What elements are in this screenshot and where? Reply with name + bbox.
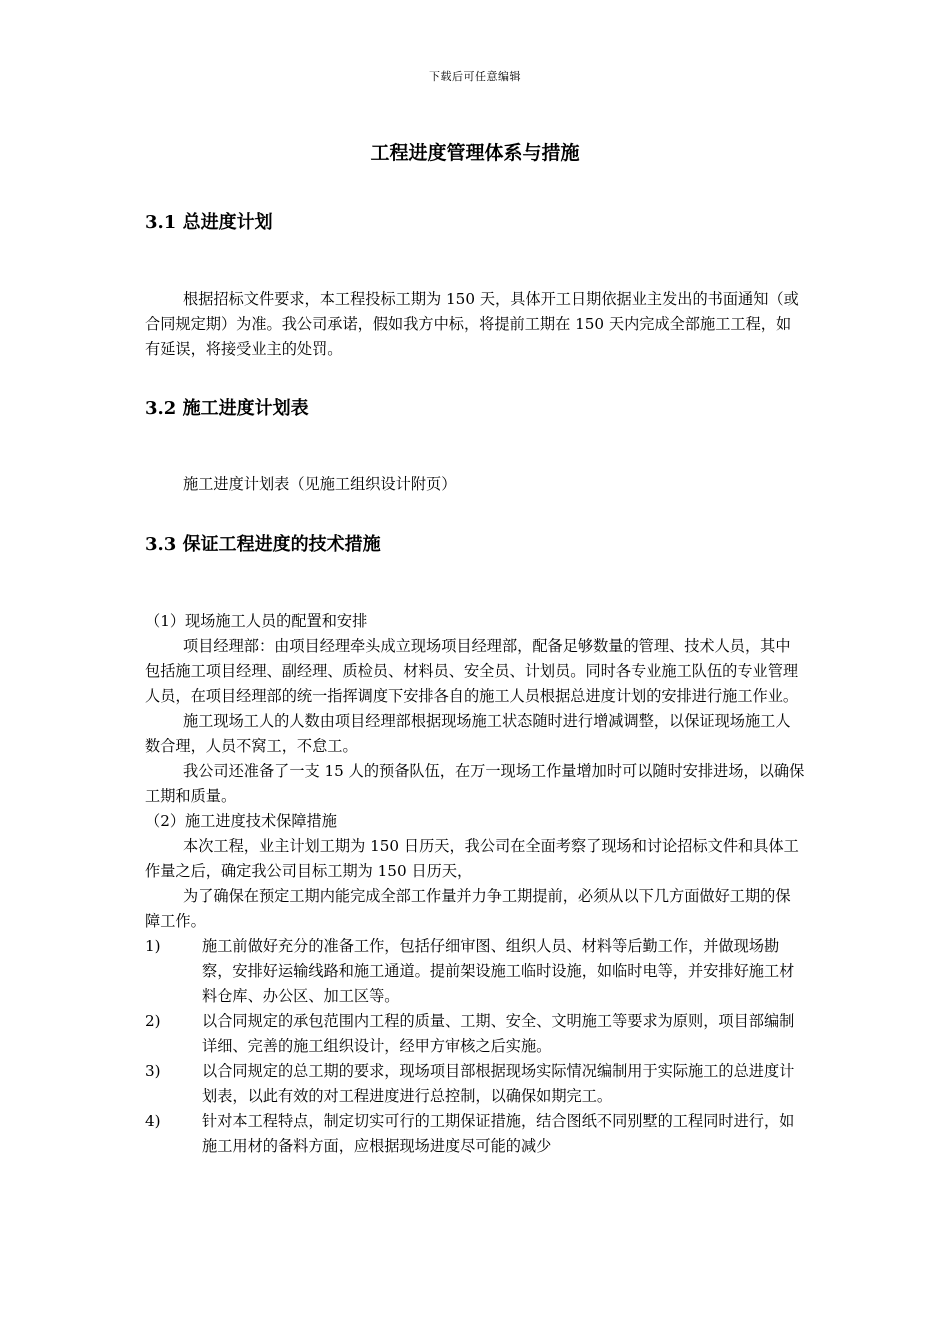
list-item-number: 1) — [145, 937, 161, 955]
paragraph: 我公司还准备了一支 15 人的预备队伍，在万一现场工作量增加时可以随时安排进场，以确保工期和质量。 — [145, 762, 805, 805]
paragraph: 本次工程，业主计划工期为 150 日历天，我公司在全面考察了现场和讨论招标文件和具体工作量之后，确定我公司目标工期为 150 日历天， — [145, 837, 799, 880]
list-item — [145, 1059, 805, 1109]
section-heading-3-1: 3.1 总进度计划 — [145, 212, 273, 233]
section-3-3-body — [145, 609, 805, 1159]
list-item-text: 以合同规定的总工期的要求，现场项目部根据现场实际情况编制用于实际施工的总进度计划表，以此有效的对工程进度进行总控制，以确保如期完工。 — [202, 1062, 795, 1105]
list-item-number: 4) — [145, 1112, 161, 1130]
paragraph: 根据招标文件要求，本工程投标工期为 150 天，具体开工日期依据业主发出的书面通知（或合同规定期）为准。我公司承诺，假如我方中标，将提前工期在 150 天内完成全部施工工程，如有延误，将接受业主的处罚。 — [145, 290, 799, 358]
list-item-text: 施工前做好充分的准备工作，包括仔细审图、组织人员、材料等后勤工作，并做现场勘察，安排好运输线路和施工通道。提前架设施工临时设施，如临时电等，并安排好施工材料仓库、办公区、加工区等。 — [202, 937, 795, 1005]
list-item — [145, 1009, 805, 1059]
section-heading-3-2: 3.2 施工进度计划表 — [145, 398, 309, 419]
list-item-number: 3) — [145, 1062, 161, 1080]
paragraph: 为了确保在预定工期内能完成全部工作量并力争工期提前，必须从以下几方面做好工期的保障工作。 — [145, 887, 791, 930]
paragraph: 施工进度计划表（见施工组织设计附页） — [183, 475, 457, 493]
list-item — [145, 1109, 805, 1159]
section-heading-3-3: 3.3 保证工程进度的技术措施 — [145, 534, 381, 555]
section-3-2-body — [145, 472, 805, 497]
subheading-1: （1）现场施工人员的配置和安排 — [145, 612, 368, 630]
list-item-text: 针对本工程特点，制定切实可行的工期保证措施，结合图纸不同别墅的工程同时进行，如施工用材的备料方面，应根据现场进度尽可能的减少 — [202, 1112, 795, 1155]
subheading-2: （2）施工进度技术保障措施 — [145, 812, 337, 830]
paragraph: 项目经理部：由项目经理牵头成立现场项目经理部，配备足够数量的管理、技术人员，其中包括施工项目经理、副经理、质检员、材料员、安全员、计划员。同时各专业施工队伍的专业管理人员，在项目经理部的统一指挥调度下安排各自的施工人员根据总进度计划的安排进行施工作业。 — [145, 637, 799, 705]
document-title: 工程进度管理体系与措施 — [370, 142, 580, 164]
header-note: 下载后可任意编辑 — [429, 70, 521, 83]
list-item-number: 2) — [145, 1012, 161, 1030]
paragraph: 施工现场工人的人数由项目经理部根据现场施工状态随时进行增减调整，以保证现场施工人数合理，人员不窝工，不怠工。 — [145, 712, 791, 755]
list-item — [145, 934, 805, 1009]
section-3-1-body — [145, 287, 805, 362]
list-item-text: 以合同规定的承包范围内工程的质量、工期、安全、文明施工等要求为原则，项目部编制详细、完善的施工组织设计，经甲方审核之后实施。 — [202, 1012, 795, 1055]
